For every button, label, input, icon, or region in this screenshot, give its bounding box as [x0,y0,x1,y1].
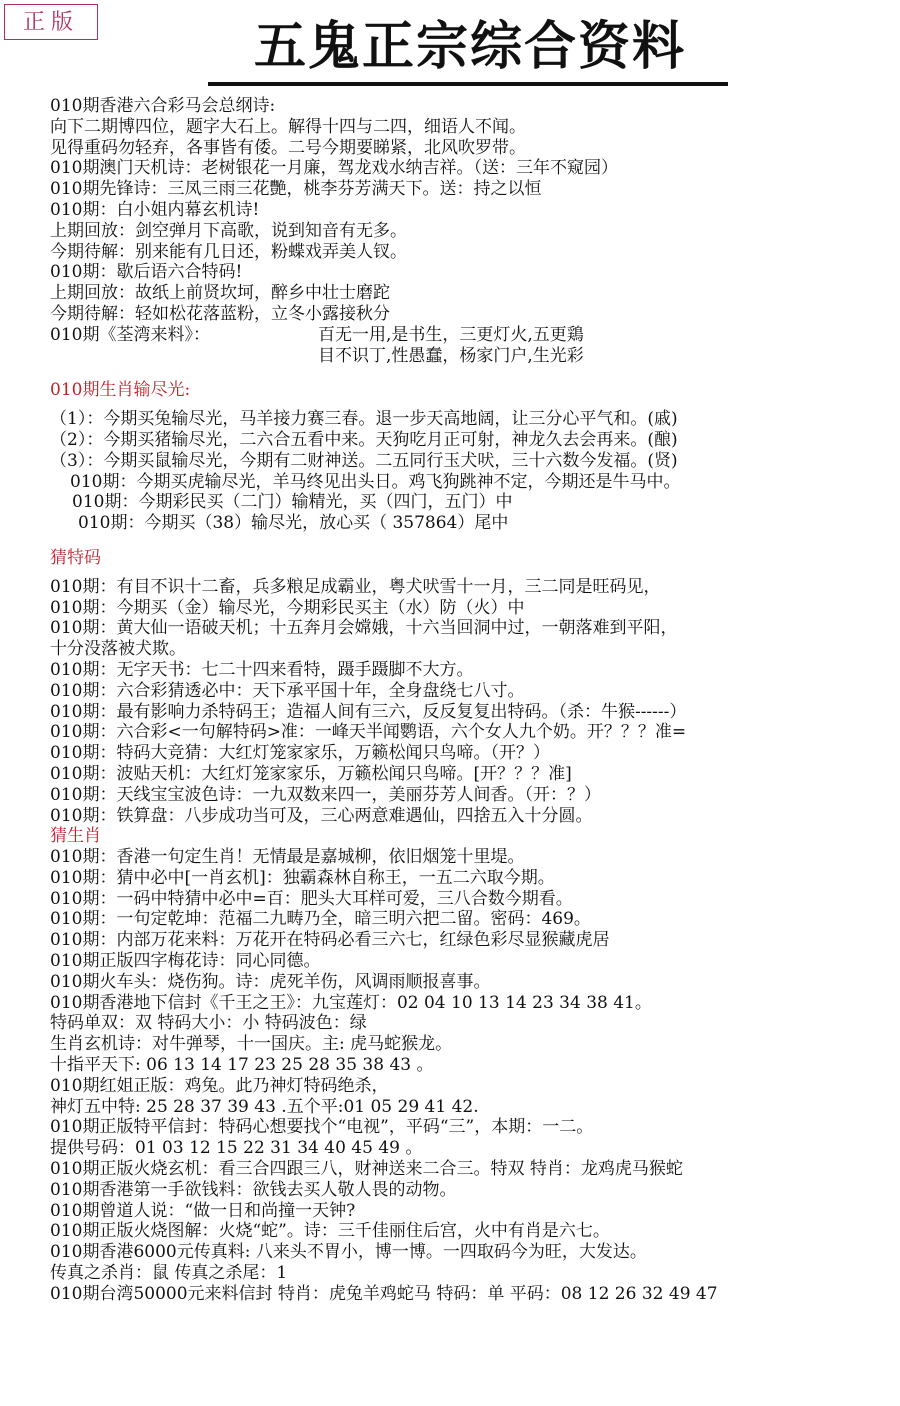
text-line: 上期回放：故纸上前贤坎坷，醉乡中壮士磨跎 [50,283,390,304]
text-line: 010期香港六合彩马会总纲诗: [50,96,276,116]
text-line: 010期：铁算盘：八步成功当可及，三心两意难遇仙，四捨五入十分圆。 [50,805,593,826]
genuine-stamp: 正版 [4,4,98,40]
text-line: 特码单双：双 特码大小：小 特码波色：绿 [50,1013,367,1034]
text-line: 010期：最有影响力杀特码王；造福人间有三六，反反复复出特码。（杀：牛猴------） [50,701,687,722]
text-line: 010期：一码中特猜中必中=百：肥头大耳样可爱，三八合数今期看。 [50,888,573,909]
text-line: 神灯五中特: 25 28 37 39 43 .五个平:01 05 29 41 42. [50,1096,479,1117]
text-line: 010期：黄大仙一语破天机；十五奔月会嫦娥，十六当回洞中过，一朝落难到平阳， [50,618,678,639]
block-poems [50,96,898,366]
text-line: 010期：内部万花来料：万花开在特码必看三六七，红绿色彩尽显猴藏虎居 [50,930,610,951]
text-line: 生肖玄机诗：对牛弹琴，十一国庆。主: 虎马蛇猴龙。 [50,1034,453,1055]
text-line: （3）：今期买鼠输尽光，今期有二财神送。二五同行玉犬吠，三十六数今发福。(贤) [50,450,678,471]
text-line: 010期：有目不识十二畜，兵多粮足成霸业，粤犬吠雪十一月，三二同是旺码见， [50,576,661,597]
text-line: 向下二期博四位，题字大石上。解得十四与二四，细语人不闻。 [50,116,526,137]
text-line: 010期正版火烧玄机：看三合四跟三八，财神送来二合三。特双 特肖：龙鸡虎马猴蛇 [50,1159,683,1180]
section-guess-zodiac [50,826,898,1304]
page-title: 五鬼正宗综合资料 [253,16,686,77]
text-line: 010期：天线宝宝波色诗：一九双数来四一，美丽芬芳人间香。（开：？） [50,784,601,805]
section-heading: 010期生肖输尽光: [50,380,191,401]
text-line: 010期：六合彩猜透必中：天下承平国十年，全身盘绕七八寸。 [50,680,525,701]
tsuen-wan-line: 目不识丁,性愚蠢，杨家门户,生光彩 [318,345,584,366]
text-line: 010期澳门天机诗：老树银花一月廉，驾龙戏水纳吉祥。（送：三年不窥园） [50,158,618,179]
text-line: 提供号码：01 03 12 15 22 31 34 40 45 49 。 [50,1138,423,1159]
text-line: 010期：香港一句定生肖！无情最是嘉城柳，依旧烟笼十里堤。 [50,847,525,868]
text-line: 010期火车头：烧伤狗。诗：虎死羊伤，风调雨顺报喜事。 [50,971,491,992]
tsuen-wan-spacer [50,346,318,367]
text-line: 今期待解：轻如松花落蓝粉，立冬小露接秋分 [50,303,390,324]
text-line: 今期待解：别来能有几日还，粉蝶戏弄美人钗。 [50,241,407,262]
tsuen-wan-label: 010期《荃湾来料》： [50,324,210,345]
text-line: 010期台湾50000元来料信封 特肖：虎兔羊鸡蛇马 特码：单 平码：08 12 26 32 49 47 [50,1283,718,1304]
text-line: 010期：无字天书：七二十四来看特，蹑手蹑脚不大方。 [50,659,474,680]
tsuen-wan-row-1 [50,325,898,346]
text-line: 010期先锋诗：三凤三雨三花艷，桃李芬芳满天下。送：持之以恒 [50,179,542,200]
text-line: 010期正版火烧图解：火烧“蛇”。诗：三千佳丽住后宫，火中有肖是六七。 [50,1221,610,1242]
text-line: 010期香港地下信封《千王之王》：九宝莲灯：02 04 10 13 14 23 34 38 41。 [50,992,652,1013]
text-line: 010期正版四字梅花诗：同心同德。 [50,951,321,972]
text-line: 010期香港第一手欲钱料：欲钱去买人敬人畏的动物。 [50,1179,457,1200]
text-line: （2）：今期买猪输尽光，二六合五看中来。天狗吃月正可射，神龙久去会再来。(酿) [50,429,678,450]
text-line: （1）：今期买兔输尽光，马羊接力赛三春。退一步天高地阔，让三分心平气和。(戚) [50,409,678,430]
text-line: 010期曾道人说：“做一日和尚撞一天钟? [50,1200,356,1221]
section-zodiac-lose [50,380,898,534]
text-line: 010期：六合彩<一句解特码>准：一峰天半闻鹦语，六个女人九个奶。开？？？准= [50,722,687,743]
text-line: 010期：波贴天机：大红灯笼家家乐，万籁松闻只鸟啼。[开？？？准] [50,763,572,784]
tsuen-wan-line: 百无一用,是书生，三更灯火,五更鶏 [318,324,584,345]
text-line: 十分没落被犬欺。 [50,639,186,660]
text-line: 010期：今期买虎输尽光，羊马终见出头日。鸡飞狗跳神不定，今期还是牛马中。 [70,471,681,492]
text-line: 010期：今期彩民买（二门）输精光，买（四门，五门）中 [72,492,513,513]
text-line: 十指平天下: 06 13 14 17 23 25 28 35 38 43 。 [50,1055,434,1076]
text-line: 010期香港6000元传真料: 八来头不胃小，博一博。一四取码今为旺，大发达。 [50,1242,647,1263]
text-line: 010期红姐正版：鸡兔。此乃神灯特码绝杀， [50,1075,389,1096]
section-heading: 猜生肖 [50,826,101,847]
text-line: 010期：猜中必中[一肖玄机]：独霸森林自称王，一五二六取今期。 [50,867,555,888]
text-line: 上期回放：剑空弹月下高歌，说到知音有无多。 [50,220,407,241]
text-line: 010期：今期买（38）输尽光，放心买（ 357864）尾中 [78,513,509,534]
text-line: 010期正版特平信封：特码心想要找个“电视”，平码“三”，本期：一二。 [50,1117,594,1138]
text-line: 010期：一句定乾坤：范福二九畴乃全，暗三明六把二留。密码：469。 [50,909,591,930]
title-underline [208,82,728,86]
document-body [50,96,898,1305]
text-line: 010期：歇后语六合特码! [50,262,243,283]
section-guess-special [50,548,898,826]
section-heading: 猜特码 [50,547,101,568]
text-line: 010期：今期买（金）输尽光，今期彩民买主（水）防（火）中 [50,597,525,618]
text-line: 传真之杀肖：鼠 传真之杀尾：1 [50,1263,288,1284]
text-line: 010期：白小姐内幕玄机诗! [50,199,260,220]
tsuen-wan-row-2 [50,346,898,367]
text-line: 010期：特码大竞猜：大红灯笼家家乐，万籁松闻只鸟啼。（开？） [50,743,550,764]
text-line: 见得重码勿轻弃，各事皆有倭。二号今期要睇紧，北风吹罗带。 [50,137,526,158]
